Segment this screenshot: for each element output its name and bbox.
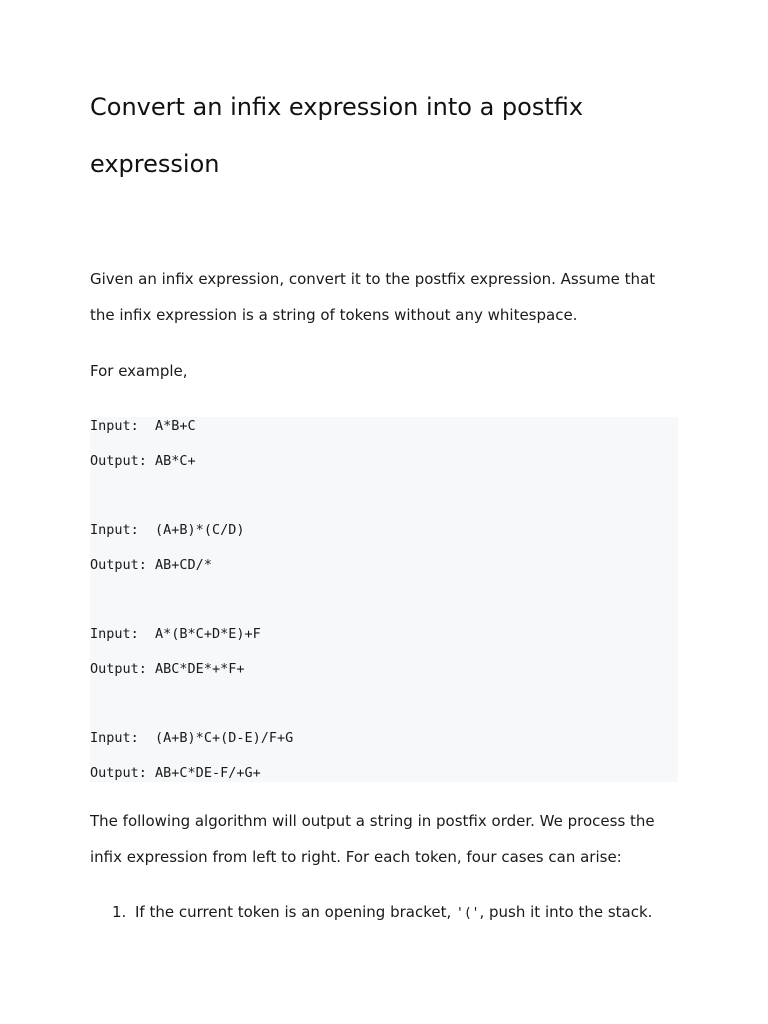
- examples-code-block: [90, 417, 678, 782]
- step-text-after: , push it into the stack.: [479, 903, 653, 921]
- output-expression: AB*C+: [155, 453, 196, 469]
- example-output-line: [90, 452, 196, 470]
- output-expression: ABC*DE*+*F+: [155, 661, 245, 677]
- inline-code: '(': [456, 906, 480, 921]
- output-label: Output:: [90, 765, 147, 781]
- intro-paragraph: Given an infix expression, convert it to the postfix expression. Assume that the infix expression is a string of tokens without any whitespace.: [90, 270, 656, 324]
- input-label: Input:: [90, 730, 139, 746]
- algorithm-paragraph: The following algorithm will output a string in postfix order. We process the infix expression from left to right. For each token, four cases can arise:: [90, 812, 655, 866]
- output-label: Output:: [90, 661, 147, 677]
- input-expression: A*B+C: [155, 418, 196, 434]
- output-expression: AB+C*DE-F/+G+: [155, 765, 261, 781]
- example-lead: For example,: [90, 362, 188, 380]
- input-label: Input:: [90, 626, 139, 642]
- output-label: Output:: [90, 557, 147, 573]
- example-input-line: [90, 729, 293, 747]
- input-expression: (A+B)*(C/D): [155, 522, 245, 538]
- input-label: Input:: [90, 522, 139, 538]
- example-output-line: [90, 660, 244, 678]
- list-item: [90, 894, 678, 932]
- output-label: Output:: [90, 453, 147, 469]
- step-text-before: If the current token is an opening bracket,: [135, 903, 456, 921]
- output-expression: AB+CD/*: [155, 557, 212, 573]
- input-expression: A*(B*C+D*E)+F: [155, 626, 261, 642]
- example-input-line: [90, 417, 196, 435]
- step-number: 1.: [112, 903, 127, 921]
- algorithm-steps-list: [90, 894, 678, 932]
- example-output-line: [90, 556, 212, 574]
- example-input-line: [90, 521, 244, 539]
- example-input-line: [90, 625, 261, 643]
- input-expression: (A+B)*C+(D-E)/F+G: [155, 730, 294, 746]
- input-label: Input:: [90, 418, 139, 434]
- example-output-line: [90, 764, 261, 782]
- page-title: Convert an infix expression into a postfix expression: [90, 93, 584, 178]
